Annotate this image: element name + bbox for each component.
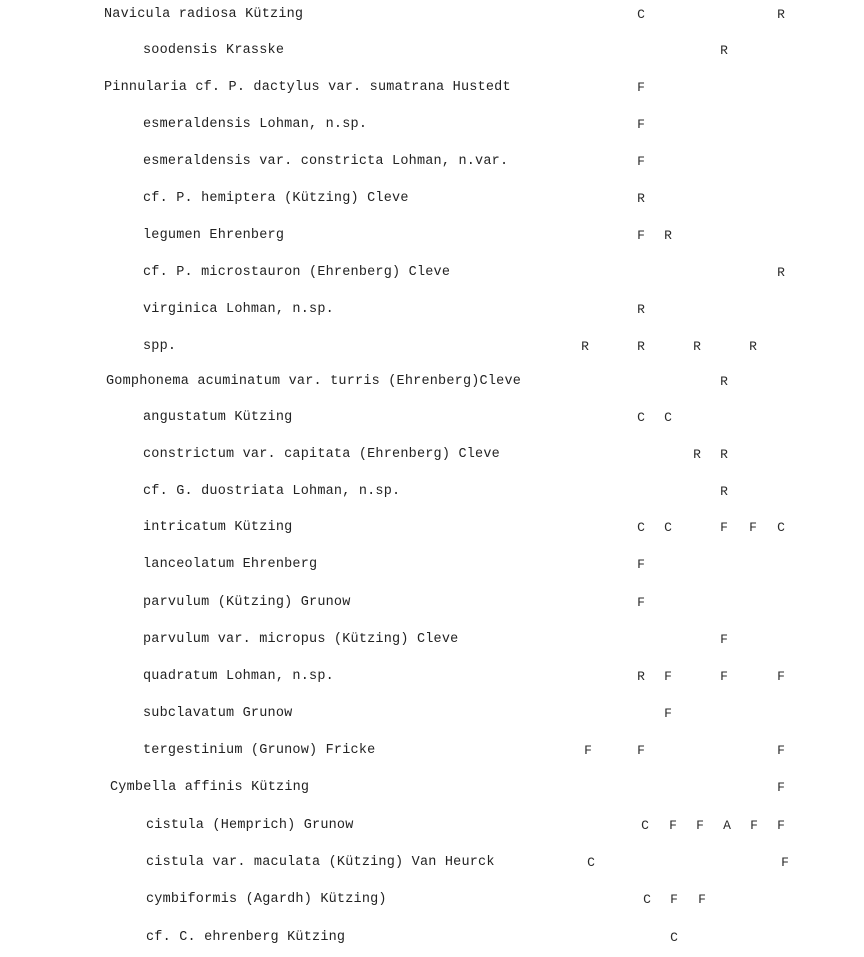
- table-row: [0, 5, 864, 25]
- taxon-name: tergestinium (Grunow) Fricke: [143, 743, 376, 758]
- taxon-name: esmeraldensis Lohman, n.sp.: [143, 117, 368, 132]
- taxon-name: constrictum var. capitata (Ehrenberg) Cleve: [143, 447, 500, 462]
- abundance-cell: C: [641, 818, 649, 833]
- table-row: [0, 226, 864, 246]
- abundance-cell: C: [664, 520, 672, 535]
- abundance-cell: R: [664, 228, 672, 243]
- abundance-cell: F: [670, 892, 678, 907]
- abundance-cell: F: [669, 818, 677, 833]
- abundance-cell: F: [637, 743, 645, 758]
- taxon-name: cf. P. microstauron (Ehrenberg) Cleve: [143, 265, 451, 280]
- abundance-cell: F: [777, 780, 785, 795]
- table-row: [0, 555, 864, 575]
- table-row: [0, 263, 864, 283]
- abundance-cell: F: [698, 892, 706, 907]
- table-row: [0, 372, 864, 392]
- abundance-cell: F: [637, 117, 645, 132]
- taxon-name: intricatum Kützing: [143, 520, 293, 535]
- abundance-cell: F: [720, 520, 728, 535]
- abundance-cell: R: [749, 339, 757, 354]
- table-row: [0, 482, 864, 502]
- abundance-cell: C: [664, 410, 672, 425]
- abundance-cell: F: [749, 520, 757, 535]
- taxon-name: legumen Ehrenberg: [143, 228, 285, 243]
- table-row: [0, 704, 864, 724]
- abundance-cell: R: [777, 265, 785, 280]
- table-row: [0, 741, 864, 761]
- abundance-cell: R: [720, 43, 728, 58]
- table-row: [0, 445, 864, 465]
- abundance-cell: F: [664, 669, 672, 684]
- table-row: [0, 518, 864, 538]
- abundance-cell: F: [584, 743, 592, 758]
- abundance-cell: A: [723, 818, 731, 833]
- abundance-cell: F: [720, 669, 728, 684]
- table-row: [0, 853, 864, 873]
- table-row: [0, 337, 864, 357]
- abundance-cell: C: [637, 7, 645, 22]
- taxon-name: quadratum Lohman, n.sp.: [143, 669, 334, 684]
- taxon-name: cistula (Hemprich) Grunow: [146, 818, 354, 833]
- taxon-name: cf. P. hemiptera (Kützing) Cleve: [143, 191, 409, 206]
- abundance-cell: F: [637, 557, 645, 572]
- table-row: [0, 300, 864, 320]
- abundance-cell: R: [637, 339, 645, 354]
- abundance-cell: R: [777, 7, 785, 22]
- abundance-cell: C: [670, 930, 678, 945]
- abundance-cell: F: [637, 228, 645, 243]
- abundance-cell: R: [581, 339, 589, 354]
- abundance-cell: R: [720, 447, 728, 462]
- abundance-cell: F: [696, 818, 704, 833]
- table-row: [0, 778, 864, 798]
- taxon-name: Pinnularia cf. P. dactylus var. sumatrana Hustedt: [104, 80, 511, 95]
- taxon-name: cistula var. maculata (Kützing) Van Heurck: [146, 855, 495, 870]
- taxon-name: esmeraldensis var. constricta Lohman, n.var.: [143, 154, 509, 169]
- table-row: [0, 667, 864, 687]
- abundance-cell: F: [720, 632, 728, 647]
- abundance-cell: F: [637, 154, 645, 169]
- taxon-name: cf. G. duostriata Lohman, n.sp.: [143, 484, 401, 499]
- taxon-name: virginica Lohman, n.sp.: [143, 302, 334, 317]
- abundance-cell: F: [637, 595, 645, 610]
- taxon-name: subclavatum Grunow: [143, 706, 293, 721]
- abundance-cell: C: [777, 520, 785, 535]
- abundance-cell: R: [693, 339, 701, 354]
- taxon-name: soodensis Krasske: [143, 43, 285, 58]
- abundance-cell: F: [664, 706, 672, 721]
- abundance-cell: R: [637, 302, 645, 317]
- table-row: [0, 152, 864, 172]
- abundance-cell: C: [587, 855, 595, 870]
- abundance-cell: R: [637, 191, 645, 206]
- abundance-cell: F: [637, 80, 645, 95]
- abundance-cell: F: [777, 669, 785, 684]
- abundance-cell: R: [720, 484, 728, 499]
- table-row: [0, 78, 864, 98]
- taxon-name: angustatum Kützing: [143, 410, 293, 425]
- taxon-name: parvulum var. micropus (Kützing) Cleve: [143, 632, 459, 647]
- abundance-cell: F: [781, 855, 789, 870]
- table-row: [0, 928, 864, 948]
- table-row: [0, 408, 864, 428]
- taxon-name: Navicula radiosa Kützing: [104, 7, 304, 22]
- abundance-cell: F: [777, 818, 785, 833]
- abundance-cell: R: [637, 669, 645, 684]
- taxon-name: cf. C. ehrenberg Kützing: [146, 930, 346, 945]
- abundance-cell: F: [750, 818, 758, 833]
- taxon-name: spp.: [143, 339, 177, 354]
- abundance-cell: R: [693, 447, 701, 462]
- table-row: [0, 41, 864, 61]
- table-row: [0, 593, 864, 613]
- taxon-name: Cymbella affinis Kützing: [110, 780, 310, 795]
- abundance-cell: F: [777, 743, 785, 758]
- table-row: [0, 630, 864, 650]
- table-row: [0, 816, 864, 836]
- table-row: [0, 890, 864, 910]
- taxon-name: cymbiformis (Agardh) Kützing): [146, 892, 387, 907]
- taxon-name: Gomphonema acuminatum var. turris (Ehrenberg)Cleve: [106, 374, 522, 389]
- abundance-cell: C: [637, 520, 645, 535]
- taxon-name: lanceolatum Ehrenberg: [143, 557, 318, 572]
- abundance-cell: C: [637, 410, 645, 425]
- taxon-name: parvulum (Kützing) Grunow: [143, 595, 351, 610]
- abundance-cell: C: [643, 892, 651, 907]
- table-row: [0, 115, 864, 135]
- table-row: [0, 189, 864, 209]
- abundance-cell: R: [720, 374, 728, 389]
